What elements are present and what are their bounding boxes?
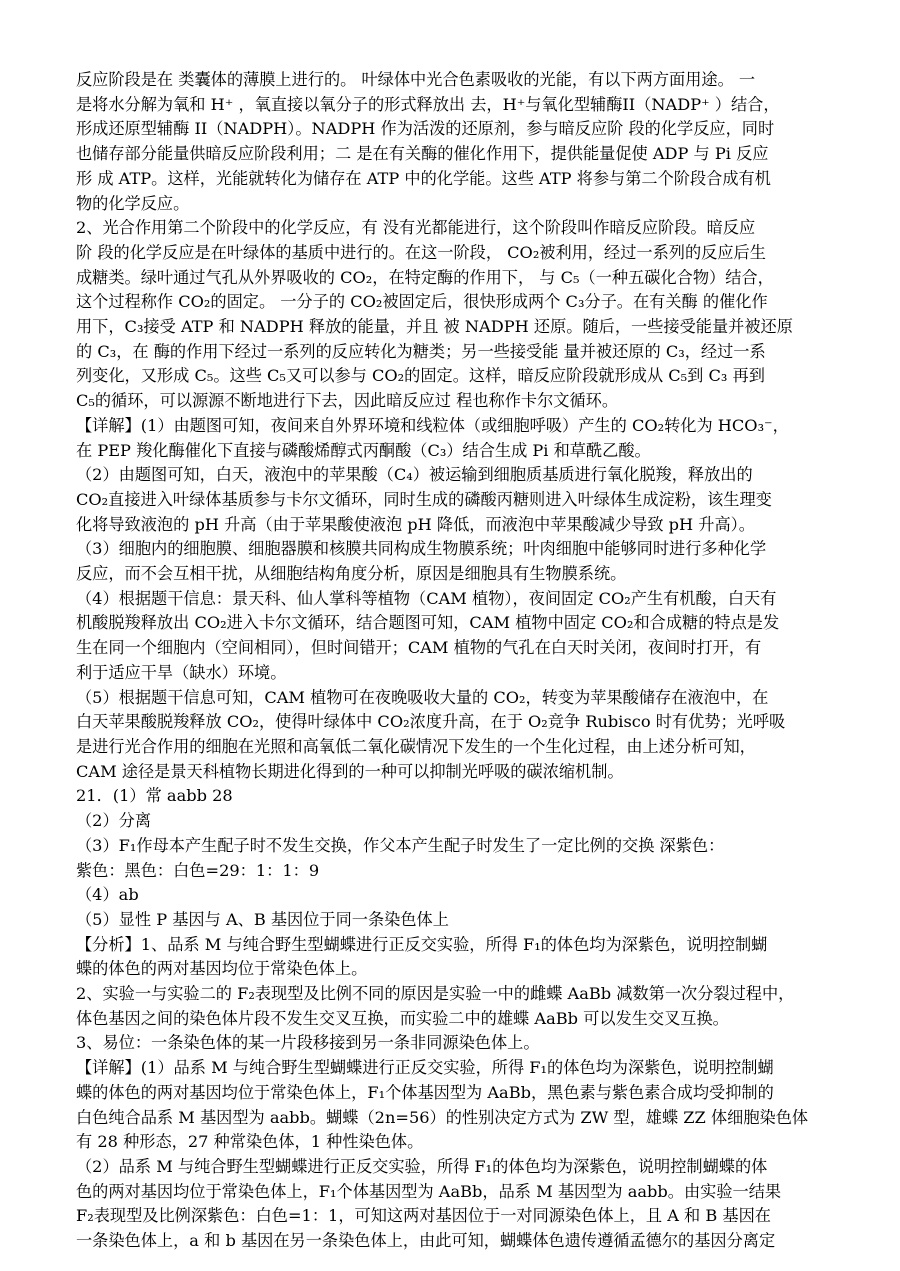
text-line: 体色基因之间的染色体片段不发生交叉互换，而实验二中的雄蝶 AaBb 可以发生交叉互换。 xyxy=(76,1008,729,1028)
text-line: 蝶的体色的两对基因均位于常染色体上。 xyxy=(76,959,368,979)
text-line: 3、易位：一条染色体的某一片段移接到另一条非同源染色体上。 xyxy=(76,1033,540,1053)
text-line: 反应，而不会互相干扰，从细胞结构角度分析，原因是细胞具有生物膜系统。 xyxy=(76,564,627,584)
text-line: （2）由题图可知，白天，液泡中的苹果酸（C₄）被运输到细胞质基质进行氧化脱羧，释放出的 xyxy=(76,465,753,485)
text-line: 有 28 种形态，27 种常染色体，1 种性染色体。 xyxy=(76,1132,424,1152)
text-line: 在 PEP 羧化酶催化下直接与磷酸烯醇式丙酮酸（C₃）结合生成 Pi 和草酰乙酸。 xyxy=(76,440,651,460)
text-line: （2）分离 xyxy=(76,811,152,831)
text-line: 形成还原型辅酶 II（NADPH）。NADPH 作为活泼的还原剂，参与暗反应阶 段的化学反应，同时 xyxy=(76,119,775,139)
text-line: 形 成 ATP。这样，光能就转化为储存在 ATP 中的化学能。这些 ATP 将参与第二个阶段合成有机 xyxy=(76,168,771,188)
text-line: 物的化学反应。 xyxy=(76,193,190,213)
text-line: （3）细胞内的细胞膜、细胞器膜和核膜共同构成生物膜系统；叶肉细胞中能够同时进行多种化学 xyxy=(76,539,767,559)
text-line: 这个过程称作 CO₂的固定。 一分子的 CO₂被固定后，很快形成两个 C₃分子。在有关酶 的催化作 xyxy=(76,292,768,312)
text-line: 化将导致液泡的 pH 升高（由于苹果酸使液泡 pH 降低，而液泡中苹果酸减少导致 pH 升高）。 xyxy=(76,514,755,534)
text-line: 21．(1）常 aabb 28 xyxy=(76,786,233,806)
text-line: 用下，C₃接受 ATP 和 NADPH 释放的能量，并且 被 NADPH 还原。随后，一些接受能量并被还原 xyxy=(76,317,793,337)
text-line: （4）ab xyxy=(76,885,139,905)
text-line: 成糖类。绿叶通过气孔从外界吸收的 CO₂，在特定酶的作用下， 与 C₅（一种五碳化合物）结合， xyxy=(76,267,774,287)
text-line: 2、实验一与实验二的 F₂表现型及比例不同的原因是实验一中的雌蝶 AaBb 减数第一次分裂过程中， xyxy=(76,984,795,1004)
text-line: （2）品系 M 与纯合野生型蝴蝶进行正反交实验，所得 F₁的体色均为深紫色，说明控制蝴蝶的体 xyxy=(76,1156,768,1176)
text-line: 阶 段的化学反应是在叶绿体的基质中进行的。在这一阶段， CO₂被利用，经过一系列的反应后生 xyxy=(76,242,766,262)
text-line: 【分析】1、品系 M 与纯合野生型蝴蝶进行正反交实验，所得 F₁的体色均为深紫色，说明控制蝴 xyxy=(76,934,768,954)
text-line: 白色纯合品系 M 基因型为 aabb。蝴蝶（2n=56）的性别决定方式为 ZW 型，雄蝶 ZZ 体细胞染色体 xyxy=(76,1107,809,1127)
text-line: 也储存部分能量供暗反应阶段利用；二 是在有关酶的催化作用下，提供能量促使 ADP 与 Pi 反应 xyxy=(76,144,769,164)
text-line: 紫色：黑色：白色=29：1：1：9 xyxy=(76,860,320,880)
text-line: 一条染色体上，a 和 b 基因在另一条染色体上，由此可知，蝴蝶体色遗传遵循孟德尔的基因分离定 xyxy=(76,1231,776,1251)
text-line: 是进行光合作用的细胞在光照和高氧低二氧化碳情况下发生的一个生化过程，由上述分析可知， xyxy=(76,736,756,756)
text-line: 是将水分解为氧和 H⁺ ，氧直接以氧分子的形式释放出 去，H⁺与氧化型辅酶II（NADP⁺ ）结合， xyxy=(76,94,780,114)
text-line: 白天苹果酸脱羧释放 CO₂，使得叶绿体中 CO₂浓度升高，在于 O₂竞争 Rubisco 时有优势；光呼吸 xyxy=(76,712,786,732)
text-line: 的 C₃，在 酶的作用下经过一系列的反应转化为糖类；另一些接受能 量并被还原的 C₃，经过一系 xyxy=(76,341,766,361)
text-line: （5）显性 P 基因与 A、B 基因位于同一条染色体上 xyxy=(76,909,449,929)
text-line: 蝶的体色的两对基因均位于常染色体上，F₁个体基因型为 AaBb，黑色素与紫色素合成均受抑制的 xyxy=(76,1082,774,1102)
text-line: 【详解】(1）由题图可知，夜间来自外界环境和线粒体（或细胞呼吸）产生的 CO₂转化为 HCO₃⁻， xyxy=(76,415,789,435)
text-line: 色的两对基因均位于常染色体上，F₁个体基因型为 AaBb，品系 M 基因型为 aabb。由实验一结果 xyxy=(76,1181,782,1201)
text-line: 反应阶段是在 类囊体的薄膜上进行的。 叶绿体中光合色素吸收的光能，有以下两方面用途。 一 xyxy=(76,70,756,89)
text-line: 2、光合作用第二个阶段中的化学反应，有 没有光都能进行，这个阶段叫作暗反应阶段。暗反应 xyxy=(76,218,756,238)
text-line: F₂表现型及比例深紫色：白色=1：1，可知这两对基因位于一对同源染色体上，且 A 和 B 基因在 xyxy=(76,1206,771,1226)
text-line: CO₂直接进入叶绿体基质参与卡尔文循环，同时生成的磷酸丙糖则进入叶绿体生成淀粉，该生理变 xyxy=(76,489,772,509)
text-line: 机酸脱羧释放出 CO₂进入卡尔文循环，结合题图可知，CAM 植物中固定 CO₂和合成糖的特点是发 xyxy=(76,613,780,633)
text-line: （5）根据题干信息可知，CAM 植物可在夜晚吸收大量的 CO₂，转变为苹果酸储存在液泡中，在 xyxy=(76,687,769,707)
text-line: 生在同一个细胞内（空间相同），但时间错开；CAM 植物的气孔在白天时关闭，夜间时打开，有 xyxy=(76,638,762,658)
text-line: CAM 途径是景天科植物长期进化得到的一种可以抑制光呼吸的碳浓缩机制。 xyxy=(76,761,624,781)
text-line: 利于适应干旱（缺水）环境。 xyxy=(76,662,287,682)
text-line: （3）F₁作母本产生配子时不发生交换，作父本产生配子时发生了一定比例的交换 深紫色： xyxy=(76,835,725,855)
text-line: 列变化，又形成 C₅。这些 C₅又可以参与 CO₂的固定。这样，暗反应阶段就形成从 C₅到 C₃ 再到 xyxy=(76,366,765,386)
text-line: C₅的循环，可以源源不断地进行下去，因此暗反应过 程也称作卡尔文循环。 xyxy=(76,391,619,411)
text-line: （4）根据题干信息：景天科、仙人掌科等植物（CAM 植物），夜间固定 CO₂产生有机酸，白天有 xyxy=(76,588,777,608)
text-line: 【详解】(1）品系 M 与纯合野生型蝴蝶进行正反交实验，所得 F₁的体色均为深紫色，说明控制蝴 xyxy=(76,1058,774,1078)
